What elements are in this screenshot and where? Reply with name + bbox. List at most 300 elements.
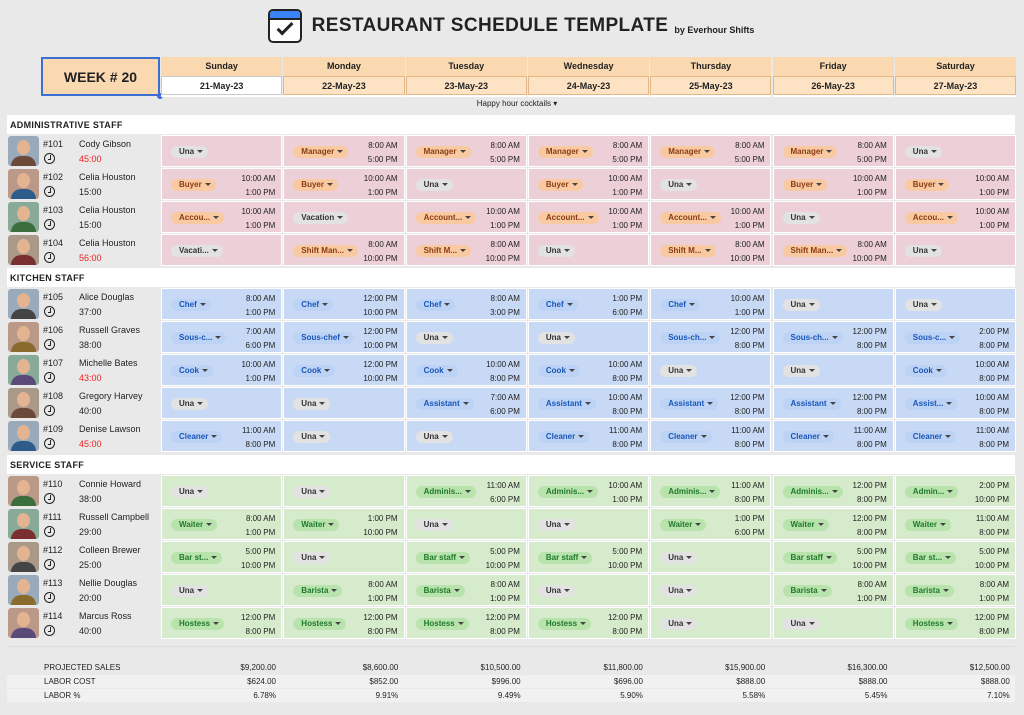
shift-start[interactable]: 10:00 AM bbox=[608, 207, 643, 216]
shift-end[interactable]: 8:00 PM bbox=[612, 627, 643, 636]
shift-cell[interactable] bbox=[283, 607, 404, 639]
shift-cell[interactable] bbox=[773, 321, 894, 353]
shift-cell[interactable] bbox=[528, 288, 649, 320]
shift-cell[interactable] bbox=[283, 135, 404, 167]
day-date[interactable]: 27-May-23 bbox=[895, 76, 1016, 95]
shift-start[interactable]: 12:00 PM bbox=[241, 613, 276, 622]
shift-cell[interactable] bbox=[528, 607, 649, 639]
shift-end[interactable]: 6:00 PM bbox=[734, 528, 765, 537]
shift-start[interactable]: 10:00 AM bbox=[608, 174, 643, 183]
shift-end[interactable]: 8:00 PM bbox=[734, 440, 765, 449]
shift-start[interactable]: 11:00 AM bbox=[731, 426, 765, 435]
shift-end[interactable]: 10:00 PM bbox=[485, 254, 520, 263]
footer-value[interactable]: 5.45% bbox=[864, 691, 888, 700]
shift-start[interactable]: 8:00 AM bbox=[368, 580, 398, 589]
shift-cell[interactable] bbox=[773, 607, 894, 639]
footer-value[interactable]: 9.91% bbox=[375, 691, 399, 700]
shift-start[interactable]: 2:00 PM bbox=[979, 481, 1010, 490]
shift-cell[interactable] bbox=[283, 387, 404, 419]
shift-cell[interactable] bbox=[406, 420, 527, 452]
role-dropdown[interactable]: Vacati... bbox=[171, 245, 223, 257]
footer-value[interactable]: $16,300.00 bbox=[847, 663, 888, 672]
shift-end[interactable]: 8:00 PM bbox=[857, 495, 887, 504]
shift-start[interactable]: 8:00 AM bbox=[857, 580, 887, 589]
shift-cell[interactable] bbox=[161, 475, 282, 507]
shift-cell[interactable] bbox=[161, 288, 282, 320]
shift-cell[interactable] bbox=[895, 574, 1016, 606]
shift-cell[interactable] bbox=[895, 321, 1016, 353]
shift-start[interactable]: 8:00 AM bbox=[735, 240, 765, 249]
shift-cell[interactable] bbox=[773, 234, 894, 266]
shift-end[interactable]: 8:00 PM bbox=[857, 440, 887, 449]
shift-start[interactable]: 12:00 PM bbox=[852, 481, 887, 490]
role-dropdown[interactable]: Una bbox=[783, 212, 820, 224]
shift-start[interactable]: 11:00 AM bbox=[486, 481, 520, 490]
shift-end[interactable]: 6:00 PM bbox=[490, 495, 520, 504]
role-dropdown[interactable]: Adminis... bbox=[538, 486, 598, 498]
shift-cell[interactable] bbox=[528, 574, 649, 606]
shift-cell[interactable] bbox=[773, 508, 894, 540]
role-dropdown[interactable]: Assistant bbox=[538, 398, 596, 410]
shift-cell[interactable] bbox=[528, 541, 649, 573]
shift-cell[interactable] bbox=[773, 201, 894, 233]
role-dropdown[interactable]: Una bbox=[905, 146, 942, 158]
shift-cell[interactable] bbox=[283, 508, 404, 540]
shift-end[interactable]: 8:00 PM bbox=[734, 407, 765, 416]
shift-start[interactable]: 7:00 AM bbox=[490, 393, 520, 402]
role-dropdown[interactable]: Chef bbox=[416, 299, 456, 311]
role-dropdown[interactable]: Bar staff bbox=[538, 552, 592, 564]
shift-end[interactable]: 10:00 PM bbox=[485, 561, 520, 570]
shift-cell[interactable] bbox=[528, 168, 649, 200]
shift-cell[interactable] bbox=[283, 420, 404, 452]
shift-end[interactable]: 1:00 PM bbox=[367, 594, 398, 603]
shift-cell[interactable] bbox=[528, 321, 649, 353]
role-dropdown[interactable]: Buyer bbox=[171, 179, 216, 191]
shift-start[interactable]: 10:00 AM bbox=[975, 207, 1010, 216]
footer-value[interactable]: $696.00 bbox=[613, 677, 643, 686]
role-dropdown[interactable]: Una bbox=[660, 585, 697, 597]
shift-end[interactable]: 1:00 PM bbox=[979, 188, 1010, 197]
shift-end[interactable]: 1:00 PM bbox=[245, 528, 276, 537]
shift-start[interactable]: 5:00 PM bbox=[490, 547, 520, 556]
shift-start[interactable]: 5:00 PM bbox=[245, 547, 276, 556]
shift-cell[interactable] bbox=[773, 420, 894, 452]
role-dropdown[interactable]: Una bbox=[416, 519, 453, 531]
shift-start[interactable]: 8:00 AM bbox=[735, 141, 765, 150]
shift-start[interactable]: 12:00 PM bbox=[607, 613, 643, 622]
shift-cell[interactable] bbox=[773, 475, 894, 507]
role-dropdown[interactable]: Sous-c... bbox=[905, 332, 960, 344]
shift-end[interactable]: 1:00 PM bbox=[245, 374, 276, 383]
role-dropdown[interactable]: Manager bbox=[416, 146, 471, 158]
shift-end[interactable]: 6:00 PM bbox=[245, 341, 276, 350]
shift-cell[interactable] bbox=[528, 387, 649, 419]
shift-start[interactable]: 10:00 AM bbox=[852, 174, 887, 183]
shift-start[interactable]: 5:00 PM bbox=[612, 547, 643, 556]
shift-cell[interactable] bbox=[895, 168, 1016, 200]
shift-start[interactable]: 10:00 AM bbox=[975, 360, 1010, 369]
shift-end[interactable]: 8:00 PM bbox=[490, 374, 520, 383]
shift-start[interactable]: 8:00 AM bbox=[857, 240, 887, 249]
shift-cell[interactable] bbox=[895, 541, 1016, 573]
role-dropdown[interactable]: Manager bbox=[783, 146, 838, 158]
shift-end[interactable]: 10:00 PM bbox=[852, 254, 887, 263]
shift-cell[interactable] bbox=[161, 607, 282, 639]
role-dropdown[interactable]: Waiter bbox=[660, 519, 706, 531]
shift-end[interactable]: 10:00 PM bbox=[363, 374, 398, 383]
shift-cell[interactable] bbox=[895, 607, 1016, 639]
role-dropdown[interactable]: Cleaner bbox=[660, 431, 711, 443]
shift-cell[interactable] bbox=[283, 354, 404, 386]
shift-end[interactable]: 8:00 PM bbox=[490, 627, 520, 636]
shift-cell[interactable] bbox=[650, 574, 771, 606]
shift-end[interactable]: 8:00 PM bbox=[734, 495, 765, 504]
week-number-cell[interactable]: WEEK # 20 bbox=[41, 57, 160, 96]
role-dropdown[interactable]: Una bbox=[660, 618, 697, 630]
shift-cell[interactable] bbox=[161, 321, 282, 353]
shift-start[interactable]: 12:00 PM bbox=[852, 393, 887, 402]
shift-end[interactable]: 10:00 PM bbox=[363, 254, 398, 263]
footer-value[interactable]: $8,600.00 bbox=[362, 663, 399, 672]
shift-end[interactable]: 5:00 PM bbox=[367, 155, 398, 164]
role-dropdown[interactable]: Cook bbox=[905, 365, 947, 377]
shift-end[interactable]: 1:00 PM bbox=[979, 221, 1010, 230]
role-dropdown[interactable]: Bar staff bbox=[783, 552, 837, 564]
role-dropdown[interactable]: Account... bbox=[660, 212, 721, 224]
shift-cell[interactable] bbox=[161, 135, 282, 167]
shift-end[interactable]: 10:00 PM bbox=[363, 341, 398, 350]
footer-value[interactable]: $12,500.00 bbox=[969, 663, 1010, 672]
shift-cell[interactable] bbox=[650, 201, 771, 233]
day-date[interactable]: 24-May-23 bbox=[528, 76, 649, 95]
role-dropdown[interactable]: Una bbox=[171, 146, 208, 158]
shift-end[interactable]: 1:00 PM bbox=[612, 495, 643, 504]
role-dropdown[interactable]: Vacation bbox=[293, 212, 348, 224]
shift-cell[interactable] bbox=[406, 288, 527, 320]
footer-value[interactable]: 9.49% bbox=[497, 691, 521, 700]
shift-end[interactable]: 1:00 PM bbox=[734, 308, 765, 317]
shift-start[interactable]: 10:00 AM bbox=[608, 393, 643, 402]
shift-end[interactable]: 1:00 PM bbox=[245, 188, 276, 197]
shift-cell[interactable] bbox=[895, 288, 1016, 320]
shift-start[interactable]: 8:00 AM bbox=[490, 294, 520, 303]
day-date[interactable]: 21-May-23 bbox=[161, 76, 282, 95]
footer-value[interactable]: $888.00 bbox=[858, 677, 888, 686]
role-dropdown[interactable]: Cook bbox=[293, 365, 335, 377]
shift-start[interactable]: 10:00 AM bbox=[363, 174, 398, 183]
role-dropdown[interactable]: Una bbox=[538, 585, 575, 597]
shift-end[interactable]: 10:00 PM bbox=[363, 528, 398, 537]
shift-start[interactable]: 8:00 AM bbox=[979, 580, 1010, 589]
shift-end[interactable]: 8:00 PM bbox=[979, 627, 1010, 636]
shift-cell[interactable] bbox=[283, 574, 404, 606]
shift-start[interactable]: 10:00 AM bbox=[730, 207, 765, 216]
shift-end[interactable]: 6:00 PM bbox=[490, 407, 520, 416]
shift-start[interactable]: 10:00 AM bbox=[241, 360, 276, 369]
role-dropdown[interactable]: Una bbox=[783, 618, 820, 630]
shift-end[interactable]: 8:00 PM bbox=[612, 440, 643, 449]
shift-cell[interactable] bbox=[773, 541, 894, 573]
shift-end[interactable]: 8:00 PM bbox=[857, 341, 887, 350]
shift-cell[interactable] bbox=[773, 574, 894, 606]
role-dropdown[interactable]: Una bbox=[293, 486, 330, 498]
shift-end[interactable]: 5:00 PM bbox=[857, 155, 887, 164]
role-dropdown[interactable]: Waiter bbox=[905, 519, 951, 531]
role-dropdown[interactable]: Una bbox=[783, 299, 820, 311]
shift-cell[interactable] bbox=[773, 168, 894, 200]
shift-cell[interactable] bbox=[406, 201, 527, 233]
shift-cell[interactable] bbox=[650, 508, 771, 540]
role-dropdown[interactable]: Shift Man... bbox=[783, 245, 848, 257]
role-dropdown[interactable]: Cleaner bbox=[171, 431, 222, 443]
shift-cell[interactable] bbox=[528, 475, 649, 507]
shift-start[interactable]: 12:00 PM bbox=[363, 613, 398, 622]
shift-cell[interactable] bbox=[650, 387, 771, 419]
shift-end[interactable]: 8:00 PM bbox=[979, 440, 1010, 449]
footer-value[interactable]: $996.00 bbox=[491, 677, 521, 686]
shift-start[interactable]: 8:00 AM bbox=[245, 514, 276, 523]
role-dropdown[interactable]: Cook bbox=[416, 365, 458, 377]
role-dropdown[interactable]: Adminis... bbox=[416, 486, 476, 498]
shift-cell[interactable] bbox=[406, 607, 527, 639]
shift-start[interactable]: 8:00 AM bbox=[490, 240, 520, 249]
role-dropdown[interactable]: Una bbox=[660, 365, 697, 377]
shift-cell[interactable] bbox=[161, 541, 282, 573]
shift-cell[interactable] bbox=[283, 321, 404, 353]
role-dropdown[interactable]: Chef bbox=[660, 299, 700, 311]
role-dropdown[interactable]: Una bbox=[293, 431, 330, 443]
role-dropdown[interactable]: Waiter bbox=[171, 519, 217, 531]
shift-cell[interactable] bbox=[528, 354, 649, 386]
shift-start[interactable]: 8:00 AM bbox=[490, 141, 520, 150]
role-dropdown[interactable]: Buyer bbox=[783, 179, 828, 191]
role-dropdown[interactable]: Shift M... bbox=[416, 245, 471, 257]
role-dropdown[interactable]: Accou... bbox=[171, 212, 224, 224]
shift-start[interactable]: 12:00 PM bbox=[363, 327, 398, 336]
role-dropdown[interactable]: Assist... bbox=[905, 398, 958, 410]
shift-cell[interactable] bbox=[528, 420, 649, 452]
shift-cell[interactable] bbox=[773, 387, 894, 419]
shift-end[interactable]: 10:00 PM bbox=[730, 254, 765, 263]
shift-cell[interactable] bbox=[895, 508, 1016, 540]
shift-start[interactable]: 1:00 PM bbox=[367, 514, 398, 523]
role-dropdown[interactable]: Una bbox=[171, 398, 208, 410]
role-dropdown[interactable]: Assistant bbox=[416, 398, 474, 410]
shift-cell[interactable] bbox=[161, 234, 282, 266]
shift-cell[interactable] bbox=[895, 387, 1016, 419]
shift-start[interactable]: 10:00 AM bbox=[241, 207, 276, 216]
note-happy-hour[interactable]: Happy hour cocktails ▾ bbox=[476, 99, 558, 108]
role-dropdown[interactable]: Manager bbox=[293, 146, 348, 158]
shift-start[interactable]: 12:00 PM bbox=[363, 294, 398, 303]
shift-cell[interactable] bbox=[895, 475, 1016, 507]
role-dropdown[interactable]: Una bbox=[538, 519, 575, 531]
shift-end[interactable]: 8:00 PM bbox=[734, 341, 765, 350]
shift-start[interactable]: 7:00 AM bbox=[245, 327, 276, 336]
shift-cell[interactable] bbox=[283, 541, 404, 573]
shift-cell[interactable] bbox=[528, 201, 649, 233]
role-dropdown[interactable]: Barista bbox=[416, 585, 465, 597]
role-dropdown[interactable]: Una bbox=[905, 245, 942, 257]
role-dropdown[interactable]: Una bbox=[171, 486, 208, 498]
role-dropdown[interactable]: Buyer bbox=[905, 179, 950, 191]
shift-end[interactable]: 10:00 PM bbox=[363, 308, 398, 317]
footer-value[interactable]: $15,900.00 bbox=[725, 663, 766, 672]
shift-cell[interactable] bbox=[161, 387, 282, 419]
shift-cell[interactable] bbox=[650, 354, 771, 386]
role-dropdown[interactable]: Cook bbox=[171, 365, 213, 377]
role-dropdown[interactable]: Sous-ch... bbox=[660, 332, 720, 344]
shift-end[interactable]: 8:00 PM bbox=[979, 341, 1010, 350]
shift-start[interactable]: 10:00 AM bbox=[486, 360, 520, 369]
shift-cell[interactable] bbox=[650, 607, 771, 639]
shift-end[interactable]: 1:00 PM bbox=[490, 594, 520, 603]
day-date[interactable]: 26-May-23 bbox=[773, 76, 894, 95]
role-dropdown[interactable]: Una bbox=[538, 245, 575, 257]
shift-cell[interactable] bbox=[406, 234, 527, 266]
shift-start[interactable]: 12:00 PM bbox=[485, 613, 520, 622]
shift-end[interactable]: 10:00 PM bbox=[241, 561, 276, 570]
shift-cell[interactable] bbox=[895, 354, 1016, 386]
role-dropdown[interactable]: Una bbox=[293, 398, 330, 410]
shift-end[interactable]: 5:00 PM bbox=[612, 155, 643, 164]
footer-value[interactable]: $9,200.00 bbox=[240, 663, 276, 672]
role-dropdown[interactable]: Una bbox=[416, 179, 453, 191]
shift-start[interactable]: 11:00 AM bbox=[975, 514, 1010, 523]
shift-cell[interactable] bbox=[773, 135, 894, 167]
shift-cell[interactable] bbox=[650, 135, 771, 167]
role-dropdown[interactable]: Una bbox=[660, 552, 697, 564]
shift-cell[interactable] bbox=[650, 420, 771, 452]
shift-end[interactable]: 1:00 PM bbox=[857, 594, 887, 603]
shift-cell[interactable] bbox=[406, 475, 527, 507]
shift-start[interactable]: 12:00 PM bbox=[852, 327, 887, 336]
footer-value[interactable]: $10,500.00 bbox=[480, 663, 521, 672]
role-dropdown[interactable]: Hostess bbox=[538, 618, 591, 630]
role-dropdown[interactable]: Accou... bbox=[905, 212, 958, 224]
shift-cell[interactable] bbox=[406, 135, 527, 167]
shift-cell[interactable] bbox=[406, 574, 527, 606]
shift-cell[interactable] bbox=[406, 508, 527, 540]
role-dropdown[interactable]: Adminis... bbox=[660, 486, 720, 498]
role-dropdown[interactable]: Una bbox=[660, 179, 697, 191]
role-dropdown[interactable]: Hostess bbox=[171, 618, 224, 630]
role-dropdown[interactable]: Barista bbox=[783, 585, 832, 597]
footer-value[interactable]: $852.00 bbox=[369, 677, 399, 686]
shift-end[interactable]: 8:00 PM bbox=[979, 407, 1010, 416]
shift-start[interactable]: 2:00 PM bbox=[979, 327, 1010, 336]
role-dropdown[interactable]: Una bbox=[171, 585, 208, 597]
shift-start[interactable]: 8:00 AM bbox=[368, 141, 398, 150]
shift-cell[interactable] bbox=[650, 475, 771, 507]
shift-cell[interactable] bbox=[283, 234, 404, 266]
shift-cell[interactable] bbox=[773, 288, 894, 320]
shift-start[interactable]: 12:00 PM bbox=[852, 514, 887, 523]
role-dropdown[interactable]: Cook bbox=[538, 365, 580, 377]
role-dropdown[interactable]: Shift Man... bbox=[293, 245, 358, 257]
shift-end[interactable]: 10:00 PM bbox=[974, 561, 1010, 570]
role-dropdown[interactable]: Sous-ch... bbox=[783, 332, 843, 344]
shift-cell[interactable] bbox=[650, 288, 771, 320]
shift-end[interactable]: 8:00 PM bbox=[612, 407, 643, 416]
role-dropdown[interactable]: Account... bbox=[538, 212, 599, 224]
shift-start[interactable]: 10:00 AM bbox=[975, 393, 1010, 402]
role-dropdown[interactable]: Buyer bbox=[538, 179, 583, 191]
shift-end[interactable]: 8:00 PM bbox=[245, 440, 276, 449]
shift-end[interactable]: 5:00 PM bbox=[734, 155, 765, 164]
shift-start[interactable]: 12:00 PM bbox=[730, 393, 765, 402]
footer-value[interactable]: 6.78% bbox=[253, 691, 276, 700]
role-dropdown[interactable]: Chef bbox=[293, 299, 333, 311]
shift-cell[interactable] bbox=[161, 201, 282, 233]
shift-end[interactable]: 1:00 PM bbox=[367, 188, 398, 197]
shift-cell[interactable] bbox=[650, 541, 771, 573]
shift-end[interactable]: 8:00 PM bbox=[857, 407, 887, 416]
shift-start[interactable]: 5:00 PM bbox=[979, 547, 1010, 556]
role-dropdown[interactable]: Cleaner bbox=[538, 431, 589, 443]
shift-start[interactable]: 10:00 AM bbox=[608, 481, 643, 490]
role-dropdown[interactable]: Waiter bbox=[293, 519, 339, 531]
role-dropdown[interactable]: Cleaner bbox=[905, 431, 956, 443]
shift-cell[interactable] bbox=[895, 135, 1016, 167]
footer-value[interactable]: 7.10% bbox=[987, 691, 1010, 700]
role-dropdown[interactable]: Sous-c... bbox=[171, 332, 226, 344]
role-dropdown[interactable]: Cleaner bbox=[783, 431, 834, 443]
shift-end[interactable]: 5:00 PM bbox=[490, 155, 520, 164]
shift-start[interactable]: 1:00 PM bbox=[612, 294, 643, 303]
role-dropdown[interactable]: Barista bbox=[293, 585, 342, 597]
shift-end[interactable]: 8:00 PM bbox=[979, 374, 1010, 383]
role-dropdown[interactable]: Una bbox=[783, 365, 820, 377]
role-dropdown[interactable]: Hostess bbox=[416, 618, 469, 630]
role-dropdown[interactable]: Una bbox=[416, 332, 453, 344]
shift-cell[interactable] bbox=[528, 508, 649, 540]
shift-end[interactable]: 1:00 PM bbox=[612, 221, 643, 230]
shift-cell[interactable] bbox=[895, 201, 1016, 233]
shift-end[interactable]: 1:00 PM bbox=[979, 594, 1010, 603]
shift-end[interactable]: 1:00 PM bbox=[612, 188, 643, 197]
role-dropdown[interactable]: Chef bbox=[538, 299, 578, 311]
role-dropdown[interactable]: Barista bbox=[905, 585, 954, 597]
footer-value[interactable]: $11,800.00 bbox=[603, 663, 643, 672]
role-dropdown[interactable]: Assistant bbox=[660, 398, 718, 410]
shift-cell[interactable] bbox=[650, 168, 771, 200]
role-dropdown[interactable]: Bar st... bbox=[905, 552, 956, 564]
shift-start[interactable]: 12:00 PM bbox=[730, 327, 765, 336]
role-dropdown[interactable]: Una bbox=[416, 431, 453, 443]
shift-start[interactable]: 8:00 AM bbox=[612, 141, 643, 150]
shift-cell[interactable] bbox=[895, 420, 1016, 452]
role-dropdown[interactable]: Sous-chef bbox=[293, 332, 354, 344]
role-dropdown[interactable]: Chef bbox=[171, 299, 211, 311]
role-dropdown[interactable]: Bar st... bbox=[171, 552, 222, 564]
shift-start[interactable]: 8:00 AM bbox=[857, 141, 887, 150]
shift-start[interactable]: 11:00 AM bbox=[242, 426, 276, 435]
shift-end[interactable]: 8:00 PM bbox=[245, 627, 276, 636]
shift-cell[interactable] bbox=[406, 387, 527, 419]
role-dropdown[interactable]: Una bbox=[538, 332, 575, 344]
shift-cell[interactable] bbox=[528, 234, 649, 266]
shift-start[interactable]: 11:00 AM bbox=[608, 426, 643, 435]
shift-start[interactable]: 10:00 AM bbox=[486, 207, 520, 216]
footer-value[interactable]: $888.00 bbox=[980, 677, 1010, 686]
shift-start[interactable]: 11:00 AM bbox=[853, 426, 887, 435]
shift-start[interactable]: 10:00 AM bbox=[730, 294, 765, 303]
shift-end[interactable]: 10:00 PM bbox=[974, 495, 1010, 504]
shift-cell[interactable] bbox=[528, 135, 649, 167]
shift-end[interactable]: 8:00 PM bbox=[367, 627, 398, 636]
